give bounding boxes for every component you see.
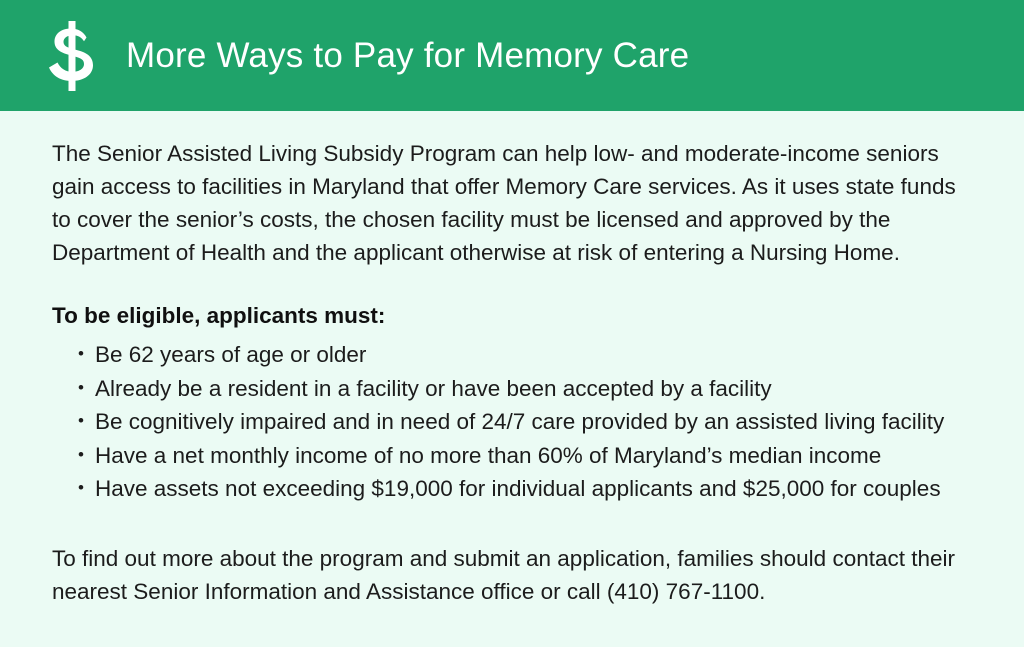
closing-paragraph: To find out more about the program and submit an application, families should contact their nearest Senior Information and Assistance office or call (410) 767-1100. [52, 545, 956, 604]
page-title: More Ways to Pay for Memory Care [126, 35, 690, 75]
intro-paragraph: The Senior Assisted Living Subsidy Program can help low- and moderate-income seniors gain access to facilities in Maryland that offer Memory Care services. As it uses state funds to cover the senior’s costs, the chosen facility must be licensed and approved by the Department of Health and the applicant otherwise at risk of entering a Nursing Home. [52, 141, 956, 265]
list-item: • Be cognitively impaired and in need of 24/7 care provided by an assisted living facility [78, 405, 972, 439]
list-item: • Be 62 years of age or older [78, 338, 972, 372]
list-item: • Have a net monthly income of no more than 60% of Maryland’s median income [78, 439, 972, 473]
card-header [0, 0, 1024, 111]
eligibility-heading: To be eligible, applicants must: [52, 303, 386, 328]
card-body [0, 111, 1024, 647]
eligibility-list [52, 338, 972, 506]
list-item: • Have assets not exceeding $19,000 for individual applicants and $25,000 for couples [78, 472, 972, 506]
list-item: • Already be a resident in a facility or have been accepted by a facility [78, 372, 972, 406]
dollar-sign-icon [44, 20, 100, 92]
